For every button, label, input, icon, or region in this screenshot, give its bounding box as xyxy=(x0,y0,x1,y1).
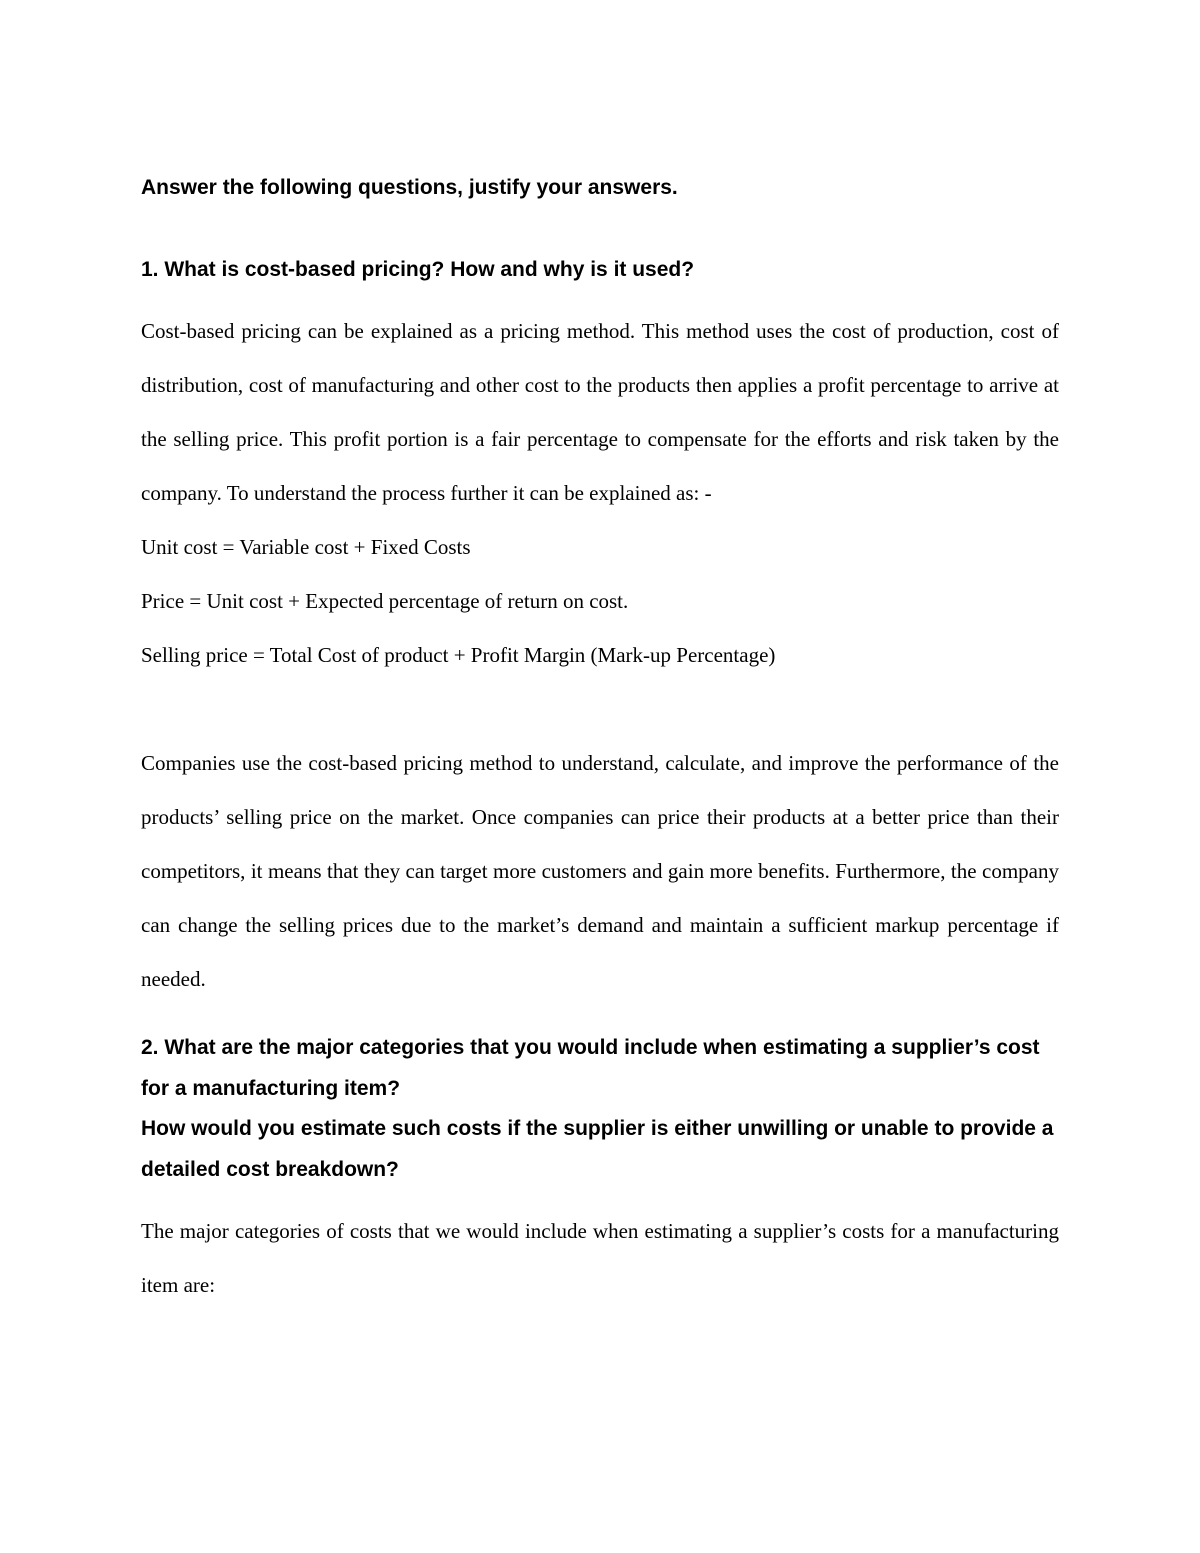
question-2-title: 2. What are the major categories that you would include when estimating a supplier’s cost for a manufacturing item? xyxy=(141,1036,1040,1100)
question-2-answer: The major categories of costs that we would include when estimating a supplier’s costs for a manufacturing item are: xyxy=(141,1219,1059,1297)
blank-line xyxy=(141,682,1059,736)
question-2-section xyxy=(141,1028,1059,1312)
question-1-section xyxy=(141,250,1059,1006)
formula-price: Price = Unit cost + Expected percentage of return on cost. xyxy=(141,589,629,613)
formula-unit-cost: Unit cost = Variable cost + Fixed Costs xyxy=(141,535,471,559)
question-1-title: 1. What is cost-based pricing? How and why is it used? xyxy=(141,258,695,281)
question-1-paragraph-1: Cost-based pricing can be explained as a pricing method. This method uses the cost of production, cost of distribution, cost of manufacturing and other cost to the products then applies a profit percentage to arrive at the selling price. This profit portion is a fair percentage to compensate for the efforts and risk taken by the company. To understand the process further it can be explained as: - xyxy=(141,319,1059,505)
question-2-subtitle: How would you estimate such costs if the supplier is either unwilling or unable to provide a detailed cost breakdown? xyxy=(141,1117,1054,1181)
formula-selling-price: Selling price = Total Cost of product + Profit Margin (Mark-up Percentage) xyxy=(141,643,776,667)
question-1-paragraph-2: Companies use the cost-based pricing method to understand, calculate, and improve the performance of the products’ selling price on the market. Once companies can price their products at a better price than their competitors, it means that they can target more customers and gain more benefits. Furthermore, the company can change the selling prices due to the market’s demand and maintain a sufficient markup percentage if needed. xyxy=(141,751,1059,991)
instruction-heading: Answer the following questions, justify your answers. xyxy=(141,176,678,199)
document-content xyxy=(141,168,1059,1312)
